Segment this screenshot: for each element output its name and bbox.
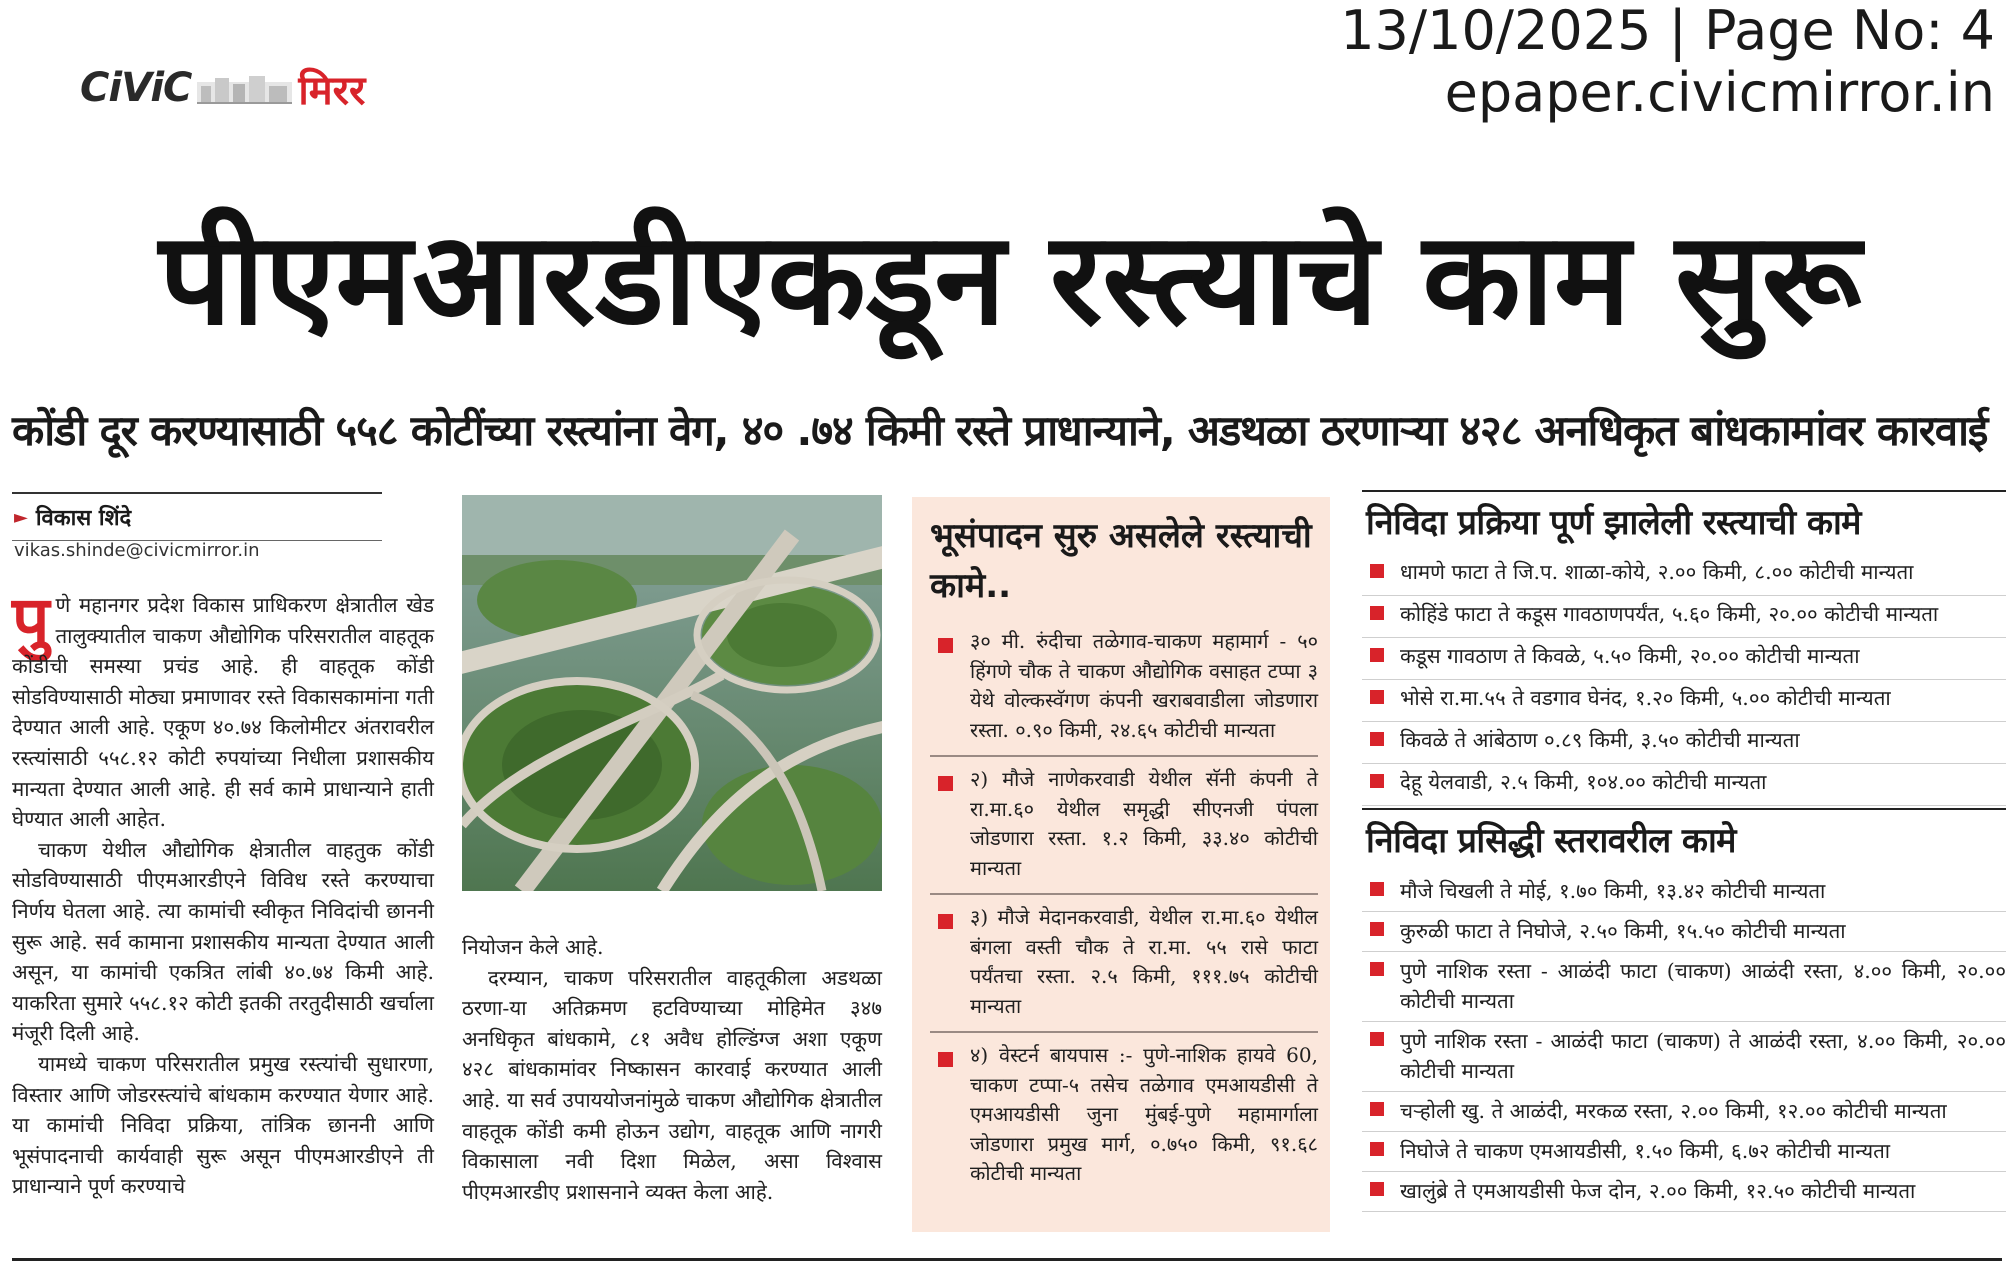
red-square-bullet-icon: [1370, 606, 1384, 620]
list-item: [1362, 638, 2006, 680]
list-item: [1362, 764, 2006, 806]
tender-completed-title: निविदा प्रक्रिया पूर्ण झालेली रस्त्याची कामे: [1366, 503, 1861, 543]
red-square-bullet-icon: [1370, 922, 1384, 936]
list-item: [930, 755, 1318, 893]
list-item-text: मौजे चिखली ते मोई, १.७० किमी, १३.४२ कोटीची मान्यता: [1400, 879, 1826, 903]
cloverleaf-interchange-photo: [462, 495, 882, 891]
caret-right-icon: ►: [14, 506, 28, 528]
paragraph-text: णे महानगर प्रदेश विकास प्राधिकरण क्षेत्रातील खेड तालुक्यातील चाकण औद्योगिक परिसरातील वाहतूक कोंडीची समस्या प्रचंड आहे. ही वाहतूक कोंडी सोडविण्यासाठी मोठ्या प्रमाणावर रस्ते विकासकामांना गती देण्यात आली आहे. एकूण ४०.७४ किलोमीटर अंतरावरील रस्त्यांसाठी ५५८.१२ कोटी रुपयांच्या निधीला प्रशासकीय मान्यता देण्यात आली आहे. ही सर्व कामे प्राधान्याने हाती घेण्यात आली आहेत.: [12, 593, 434, 832]
red-square-bullet-icon: [938, 1052, 953, 1067]
list-item-text: कोहिंडे फाटा ते कडूस गावठाणपर्यंत, ५.६० किमी, २०.०० कोटीची मान्यता: [1400, 602, 1939, 626]
dateline: [1340, 0, 1995, 124]
tender-published-section: [1362, 808, 2006, 1212]
list-item-text: कडूस गावठाण ते किवळे, ५.५० किमी, २०.०० कोटीची मान्यता: [1400, 644, 1860, 668]
land-acquisition-title: भूसंपादन सुरु असलेले रस्त्याची कामे..: [930, 516, 1312, 606]
list-item: [1362, 912, 2006, 952]
list-item: [930, 619, 1318, 755]
byline: [14, 502, 131, 532]
red-square-bullet-icon: [1370, 564, 1384, 578]
paragraph: नियोजन केले आहे.: [462, 935, 604, 959]
list-item-text: धामणे फाटा ते जि.प. शाळा-कोये, २.०० किमी, ८.०० कोटीची मान्यता: [1400, 560, 1914, 584]
list-item-text: खालुंब्रे ते एमआयडीसी फेज दोन, २.०० किमी, १२.५० कोटीची मान्यता: [1400, 1179, 1916, 1203]
red-square-bullet-icon: [1370, 1032, 1384, 1046]
list-item-text: २) मौजे नाणेकरवाडी येथील सॅनी कंपनी ते रा.मा.६० येथील समृद्धी सीएनजी पंपला जोडणारा रस्ता. १.२ किमी, ३३.४० कोटीची मान्यता: [970, 767, 1318, 880]
section-rule: [1362, 490, 2006, 492]
paragraph: चाकण येथील औद्योगिक क्षेत्रातील वाहतुक कोंडी सोडविण्यासाठी पीएमआरडीएने विविध रस्ते करण्याचा निर्णय घेतला आहे. त्या कामांची स्वीकृत निविदांची छाननी सुरू आहे. सर्व कामाना प्रशासकीय मान्यता देण्यात आली असून, या कामांची एकत्रित लांबी ४०.७४ किमी आहे. याकरिता सुमारे ५५८.१२ कोटी इतकी तरतुदीसाठी खर्चाला मंजूरी दिली आहे.: [12, 837, 434, 1046]
list-item: [1362, 1172, 2006, 1212]
list-item-text: देहू येलवाडी, २.५ किमी, १०४.०० कोटीची मान्यता: [1400, 770, 1767, 794]
red-square-bullet-icon: [1370, 882, 1384, 896]
civic-mirror-logo: [80, 62, 365, 114]
red-square-bullet-icon: [1370, 774, 1384, 788]
paragraph: यामध्ये चाकण परिसरातील प्रमुख रस्त्यांची सुधारणा, विस्तार आणि जोडरस्त्यांचे बांधकाम करण्यात येणार आहे. या कामांची निविदा प्रक्रिया, तांत्रिक छाननी आणि भूसंपादनाची कार्यवाही सुरू असून पीएमआरडीएने ती प्राधान्याने पूर्ण करण्याचे: [12, 1051, 434, 1199]
list-item: [930, 1031, 1318, 1199]
author-name: विकास शिंदे: [35, 506, 132, 531]
list-item: [1362, 952, 2006, 1022]
logo-civic-text: CiViC: [80, 65, 192, 111]
paragraph: [12, 582, 434, 835]
red-square-bullet-icon: [1370, 962, 1384, 976]
author-email[interactable]: vikas.shinde@civicmirror.in: [14, 540, 260, 561]
list-item: [1362, 596, 2006, 638]
subheadline: कोंडी दूर करण्यासाठी ५५८ कोटींच्या रस्त्यांना वेग, ४० .७४ किमी रस्ते प्राधान्याने, अडथळा ठरणाऱ्या ४२८ अनधिकृत बांधकामांवर कारवाई: [12, 406, 1988, 455]
article-column-2: [462, 932, 882, 1207]
paragraph: दरम्यान, चाकण परिसरातील वाहतूकीला अडथळा ठरणा-या अतिक्रमण हटविण्याच्या मोहिमेत ३४७ अनधिकृत बांधकामे, ८१ अवैध होल्डिंग्ज अशा एकूण ४२८ बांधकामांवर निष्कासन कारवाई करण्यात आली आहे. या सर्व उपाययोजनांमुळे चाकण औद्योगिक क्षेत्रातील वाहतूक कोंडी कमी होऊन उद्योग, वाहतूक आणि नागरी विकासाला नवी दिशा मिळेल, असा विश्वास पीएमआरडीए प्रशासनाने व्यक्त केला आहे.: [462, 965, 882, 1204]
list-item-text: ३) मौजे मेदानकरवाडी, येथील रा.मा.६० येथील बंगला वस्ती चौक ते रा.मा. ५५ रासे फाटा पर्यंतचा रस्ता. २.५ किमी, १११.७५ कोटीची मान्यता: [970, 905, 1318, 1018]
list-item-text: भोसे रा.मा.५५ ते वडगाव घेनंद, १.२० किमी, ५.०० कोटीची मान्यता: [1400, 686, 1891, 710]
red-square-bullet-icon: [1370, 1182, 1384, 1196]
list-item-text: चऱ्होली खु. ते आळंदी, मरकळ रस्ता, २.०० किमी, १२.०० कोटीची मान्यता: [1400, 1099, 1947, 1123]
list-item-text: किवळे ते आंबेठाण ०.८९ किमी, ३.५० कोटीची मान्यता: [1400, 728, 1800, 752]
red-square-bullet-icon: [1370, 732, 1384, 746]
list-item-text: पुणे नाशिक रस्ता - आळंदी फाटा (चाकण) ते आळंदी रस्ता, ४.०० किमी, २०.०० कोटीची मान्यता: [1400, 1029, 2006, 1083]
byline-top-rule: [12, 492, 382, 494]
list-item-text: निघोजे ते चाकण एमआयडीसी, १.५० किमी, ६.७२ कोटीची मान्यता: [1400, 1139, 1891, 1163]
red-square-bullet-icon: [1370, 690, 1384, 704]
epaper-site-link[interactable]: epaper.civicmirror.in: [1444, 61, 1995, 124]
red-square-bullet-icon: [1370, 1142, 1384, 1156]
section-rule: [1362, 808, 2006, 810]
headline: पीएमआरडीएकडून रस्त्याचे काम सुरू: [158, 205, 1862, 354]
article-column-1: [12, 582, 434, 1202]
list-item-text: ४) वेस्टर्न बायपास :- पुणे-नाशिक हायवे 60, चाकण टप्पा-५ तसेच तळेगाव एमआयडीसी ते एमआयडीसी जुना मुंबई-पुणे महामार्गाला जोडणारा प्रमुख मार्ग, ०.७५० किमी, ९१.६८ कोटीची मान्यता: [970, 1043, 1318, 1185]
tender-completed-section: [1362, 490, 2006, 806]
red-square-bullet-icon: [1370, 648, 1384, 662]
red-square-bullet-icon: [938, 914, 953, 929]
list-item: [1362, 1132, 2006, 1172]
list-item-text: पुणे नाशिक रस्ता - आळंदी फाटा (चाकण) आळंदी रस्ता, ४.०० किमी, २०.०० कोटीची मान्यता: [1400, 959, 2006, 1013]
red-square-bullet-icon: [938, 776, 953, 791]
land-acquisition-box: [912, 497, 1330, 1232]
list-item-text: ३० मी. रुंदीचा तळेगाव-चाकण महामार्ग - ५० हिंगणे चौक ते चाकण औद्योगिक वसाहत टप्पा ३ येथे वोल्कस्वॅगण कंपनी खराबवाडीला जोडणारा रस्ता. ०.९० किमी, २४.६५ कोटीची मान्यता: [970, 629, 1318, 742]
tender-published-title: निविदा प्रसिद्धी स्तरावरील कामे: [1366, 821, 1736, 861]
list-item: [1362, 680, 2006, 722]
date-page-number: 13/10/2025 | Page No: 4: [1340, 0, 1995, 62]
list-item: [1362, 1092, 2006, 1132]
list-item-text: कुरुळी फाटा ते निघोजे, २.५० किमी, १५.५० कोटीची मान्यता: [1400, 919, 1846, 943]
list-item: [1362, 554, 2006, 596]
red-square-bullet-icon: [1370, 1102, 1384, 1116]
list-item: [1362, 1022, 2006, 1092]
aerial-road-image: [462, 495, 882, 891]
page-bottom-rule: [12, 1258, 2002, 1261]
list-item: [1362, 722, 2006, 764]
dropcap: पु: [12, 582, 50, 659]
skyline-icon: [197, 68, 292, 108]
list-item: [930, 893, 1318, 1031]
logo-mirror-text: मिरर: [298, 67, 366, 114]
list-item: [1362, 872, 2006, 912]
red-square-bullet-icon: [938, 638, 953, 653]
